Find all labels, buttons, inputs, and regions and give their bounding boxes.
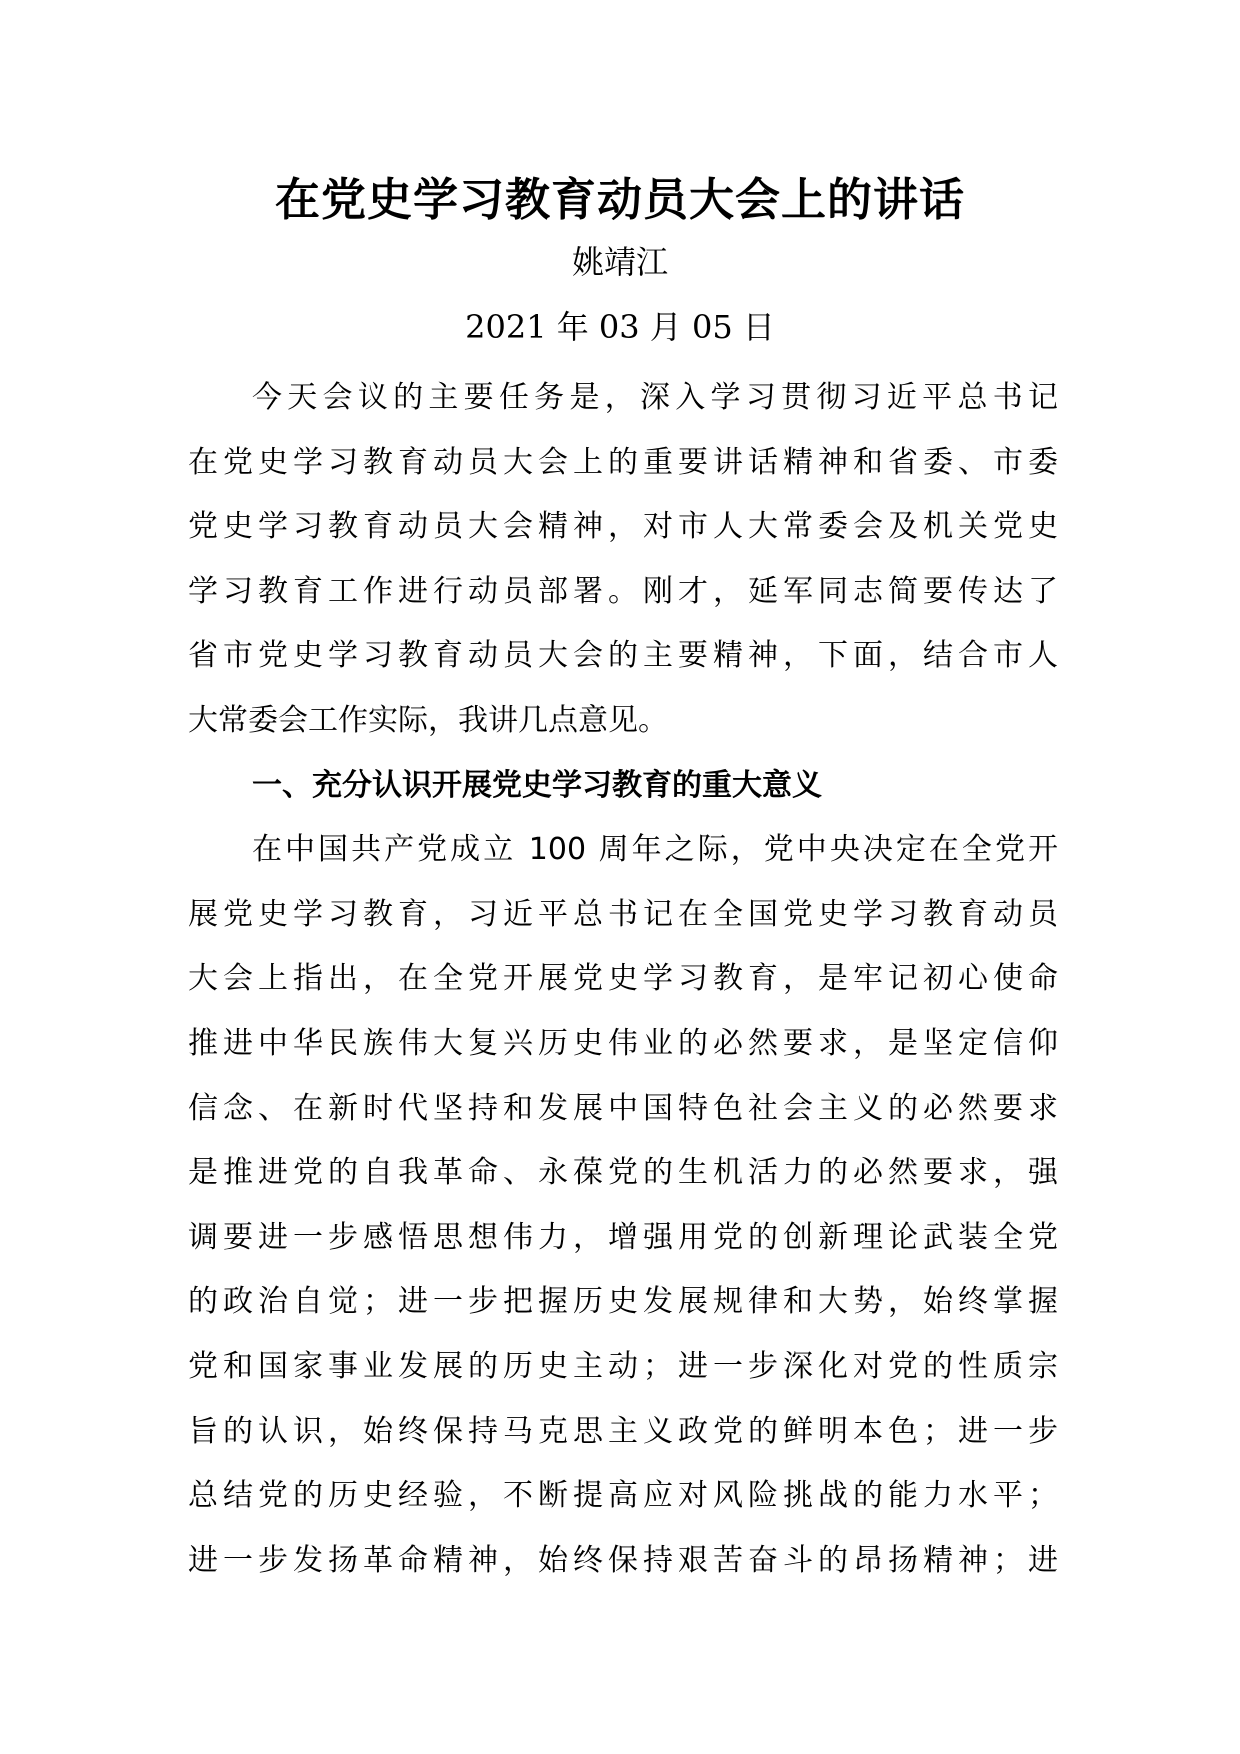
document-date: 2021 年 03 月 05 日 [465,308,775,346]
text-line: 省市党史学习教育动员大会的主要精神，下面，结合市人 [188,638,1058,674]
text-line: 党史学习教育动员大会精神，对市人大常委会及机关党史 [188,509,1058,545]
text-line: 的政治自觉；进一步把握历史发展规律和大势，始终掌握 [188,1284,1058,1320]
text-line: 党和国家事业发展的历史主动；进一步深化对党的性质宗 [188,1348,1058,1384]
text-line: 总结党的历史经验，不断提高应对风险挑战的能力水平； [188,1478,1058,1514]
document-title: 在党史学习教育动员大会上的讲话 [274,173,965,226]
text-line: 推进中华民族伟大复兴历史伟业的必然要求，是坚定信仰 [188,1025,1058,1061]
paragraph-section-1 [188,818,1058,1593]
text-line: 大会上指出，在全党开展党史学习教育，是牢记初心使命 [188,961,1058,997]
text-line: 是推进党的自我革命、永葆党的生机活力的必然要求，强 [188,1155,1058,1191]
text-line: 旨的认识，始终保持马克思主义政党的鲜明本色；进一步 [188,1413,1058,1449]
text-line: 在党史学习教育动员大会上的重要讲话精神和省委、市委 [188,444,1058,480]
document-body [188,366,1058,1593]
text-line: 进一步发扬革命精神，始终保持艰苦奋斗的昂扬精神；进 [188,1542,1058,1578]
text-line: 今天会议的主要任务是，深入学习贯彻习近平总书记 [252,380,1058,415]
section-heading: 一、充分认识开展党史学习教育的重大意义 [252,767,822,803]
document-author: 姚靖江 [571,243,668,281]
text-line: 信念、在新时代坚持和发展中国特色社会主义的必然要求 [188,1090,1058,1126]
text-line: 展党史学习教育，习近平总书记在全国党史学习教育动员 [188,896,1058,932]
text-line: 在中国共产党成立 100 周年之际，党中央决定在全党开 [252,832,1058,868]
text-line: 大常委会工作实际，我讲几点意见。 [188,702,668,738]
paragraph-intro [188,366,1058,754]
text-line: 调要进一步感悟思想伟力，增强用党的创新理论武装全党 [188,1219,1058,1255]
text-line: 学习教育工作进行动员部署。刚才，延军同志简要传达了 [188,573,1058,609]
